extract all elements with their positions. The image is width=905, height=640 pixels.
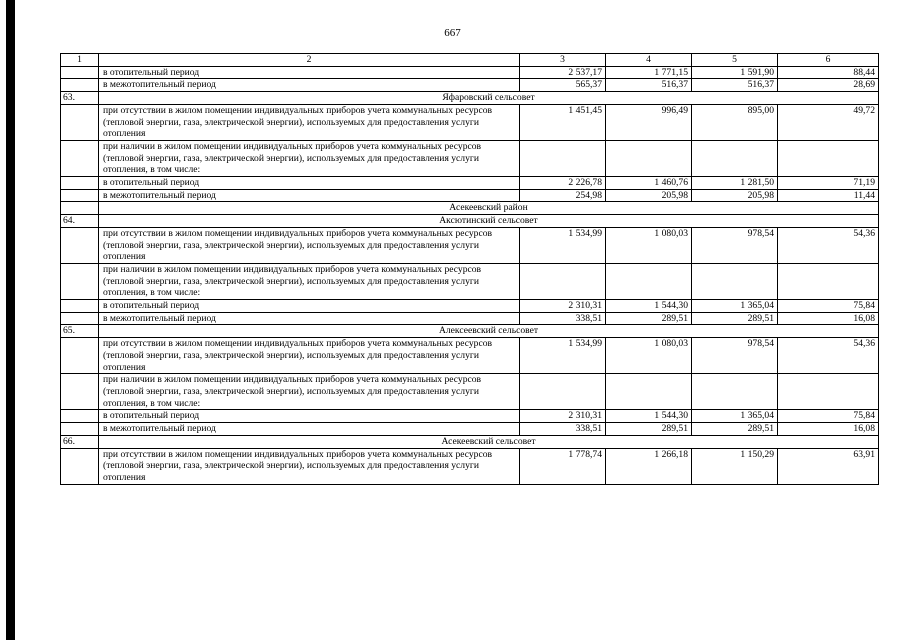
- value-col3: 1 451,45: [520, 104, 606, 140]
- value-col6: 16,08: [778, 312, 879, 325]
- value-col5: 895,00: [692, 104, 778, 140]
- section-row: [61, 92, 879, 105]
- meter-absent-row: [61, 104, 879, 140]
- value-col5: 978,54: [692, 338, 778, 374]
- tariff-table: [60, 53, 879, 485]
- value-col4: 516,37: [606, 79, 692, 92]
- period-row: [61, 66, 879, 79]
- value-col6: 63,91: [778, 448, 879, 484]
- section-row: [61, 435, 879, 448]
- meter-absent-row: [61, 338, 879, 374]
- value-col4: 1 460,76: [606, 177, 692, 190]
- empty-cell: [61, 312, 99, 325]
- section-number: 65.: [61, 325, 99, 338]
- section-title: Яфаровский сельсовет: [99, 92, 879, 105]
- period-row: [61, 79, 879, 92]
- value-col4: 1 544,30: [606, 300, 692, 313]
- period-label: в межотопительный период: [99, 79, 520, 92]
- empty-cell: [61, 177, 99, 190]
- empty-cell: [692, 374, 778, 410]
- value-col3: 1 534,99: [520, 227, 606, 263]
- value-col5: 289,51: [692, 312, 778, 325]
- value-col5: 516,37: [692, 79, 778, 92]
- empty-cell: [61, 140, 99, 176]
- section-title: Асекеевский сельсовет: [99, 435, 879, 448]
- value-col3: 2 537,17: [520, 66, 606, 79]
- row-description: при отсутствии в жилом помещении индивидуальных приборов учета коммунальных ресурсов (тепловой энергии, газа, электрической энергии), используемых для предоставления услуги отопления: [99, 104, 520, 140]
- value-col3: 1 534,99: [520, 338, 606, 374]
- page-number: 667: [444, 27, 461, 39]
- value-col6: 28,69: [778, 79, 879, 92]
- value-col6: 16,08: [778, 423, 879, 436]
- value-col6: 88,44: [778, 66, 879, 79]
- value-col5: 978,54: [692, 227, 778, 263]
- meter-present-row: [61, 140, 879, 176]
- value-col6: 54,36: [778, 338, 879, 374]
- value-col5: 1 150,29: [692, 448, 778, 484]
- row-description: при отсутствии в жилом помещении индивидуальных приборов учета коммунальных ресурсов (тепловой энергии, газа, электрической энергии), используемых для предоставления услуги отопления: [99, 338, 520, 374]
- period-label: в отопительный период: [99, 410, 520, 423]
- value-col4: 1 266,18: [606, 448, 692, 484]
- empty-cell: [692, 140, 778, 176]
- value-col4: 205,98: [606, 189, 692, 202]
- row-description: при наличии в жилом помещении индивидуальных приборов учета коммунальных ресурсов (тепловой энергии, газа, электрической энергии), используемых для предоставления услуги отопления, в том числе:: [99, 140, 520, 176]
- value-col5: 1 591,90: [692, 66, 778, 79]
- value-col4: 1 544,30: [606, 410, 692, 423]
- value-col4: 1 080,03: [606, 227, 692, 263]
- empty-cell: [520, 140, 606, 176]
- empty-cell: [692, 263, 778, 299]
- value-col5: 1 281,50: [692, 177, 778, 190]
- header-cell-5: 5: [692, 54, 778, 67]
- empty-cell: [778, 263, 879, 299]
- row-description: при отсутствии в жилом помещении индивидуальных приборов учета коммунальных ресурсов (тепловой энергии, газа, электрической энергии), используемых для предоставления услуги отопления: [99, 448, 520, 484]
- section-number: 64.: [61, 215, 99, 228]
- value-col6: 71,19: [778, 177, 879, 190]
- value-col6: 11,44: [778, 189, 879, 202]
- period-row: [61, 189, 879, 202]
- empty-cell: [61, 374, 99, 410]
- meter-present-row: [61, 263, 879, 299]
- meter-absent-row: [61, 227, 879, 263]
- empty-cell: [778, 140, 879, 176]
- period-label: в межотопительный период: [99, 423, 520, 436]
- meter-present-row: [61, 374, 879, 410]
- value-col6: 54,36: [778, 227, 879, 263]
- row-description: при наличии в жилом помещении индивидуальных приборов учета коммунальных ресурсов (тепловой энергии, газа, электрической энергии), используемых для предоставления услуги отопления, в том числе:: [99, 374, 520, 410]
- value-col3: 338,51: [520, 312, 606, 325]
- section-row: [61, 215, 879, 228]
- empty-cell: [61, 189, 99, 202]
- value-col4: 1 080,03: [606, 338, 692, 374]
- empty-cell: [61, 227, 99, 263]
- header-cell-4: 4: [606, 54, 692, 67]
- period-label: в отопительный период: [99, 177, 520, 190]
- value-col3: 565,37: [520, 79, 606, 92]
- value-col5: 205,98: [692, 189, 778, 202]
- empty-cell: [61, 423, 99, 436]
- empty-cell: [606, 374, 692, 410]
- header-cell-3: 3: [520, 54, 606, 67]
- empty-cell: [520, 374, 606, 410]
- meter-absent-row: [61, 448, 879, 484]
- period-row: [61, 300, 879, 313]
- value-col6: 75,84: [778, 410, 879, 423]
- value-col4: 1 771,15: [606, 66, 692, 79]
- empty-cell: [61, 202, 99, 215]
- section-row: [61, 325, 879, 338]
- empty-cell: [61, 263, 99, 299]
- period-row: [61, 423, 879, 436]
- empty-cell: [778, 374, 879, 410]
- empty-cell: [61, 448, 99, 484]
- district-row: [61, 202, 879, 215]
- period-label: в межотопительный период: [99, 312, 520, 325]
- period-label: в отопительный период: [99, 66, 520, 79]
- value-col6: 49,72: [778, 104, 879, 140]
- value-col5: 1 365,04: [692, 410, 778, 423]
- section-number: 66.: [61, 435, 99, 448]
- value-col3: 2 310,31: [520, 410, 606, 423]
- value-col4: 289,51: [606, 423, 692, 436]
- row-description: при наличии в жилом помещении индивидуальных приборов учета коммунальных ресурсов (тепловой энергии, газа, электрической энергии), используемых для предоставления услуги отопления, в том числе:: [99, 263, 520, 299]
- value-col6: 75,84: [778, 300, 879, 313]
- empty-cell: [520, 263, 606, 299]
- column-number-row: [61, 54, 879, 67]
- empty-cell: [61, 104, 99, 140]
- value-col3: 1 778,74: [520, 448, 606, 484]
- value-col5: 1 365,04: [692, 300, 778, 313]
- scan-edge-shadow: [6, 0, 15, 640]
- period-row: [61, 177, 879, 190]
- section-number: 63.: [61, 92, 99, 105]
- empty-cell: [606, 140, 692, 176]
- period-label: в межотопительный период: [99, 189, 520, 202]
- value-col3: 254,98: [520, 189, 606, 202]
- empty-cell: [61, 79, 99, 92]
- value-col4: 289,51: [606, 312, 692, 325]
- empty-cell: [606, 263, 692, 299]
- period-row: [61, 312, 879, 325]
- header-cell-6: 6: [778, 54, 879, 67]
- section-title: Алексеевский сельсовет: [99, 325, 879, 338]
- empty-cell: [61, 410, 99, 423]
- header-cell-1: 1: [61, 54, 99, 67]
- value-col4: 996,49: [606, 104, 692, 140]
- row-description: при отсутствии в жилом помещении индивидуальных приборов учета коммунальных ресурсов (тепловой энергии, газа, электрической энергии), используемых для предоставления услуги отопления: [99, 227, 520, 263]
- tariff-table-body: [61, 54, 879, 485]
- value-col3: 338,51: [520, 423, 606, 436]
- period-label: в отопительный период: [99, 300, 520, 313]
- value-col3: 2 310,31: [520, 300, 606, 313]
- header-cell-2: 2: [99, 54, 520, 67]
- period-row: [61, 410, 879, 423]
- value-col3: 2 226,78: [520, 177, 606, 190]
- value-col5: 289,51: [692, 423, 778, 436]
- empty-cell: [61, 300, 99, 313]
- district-title: Асекеевский район: [99, 202, 879, 215]
- section-title: Аксютинский сельсовет: [99, 215, 879, 228]
- empty-cell: [61, 338, 99, 374]
- empty-cell: [61, 66, 99, 79]
